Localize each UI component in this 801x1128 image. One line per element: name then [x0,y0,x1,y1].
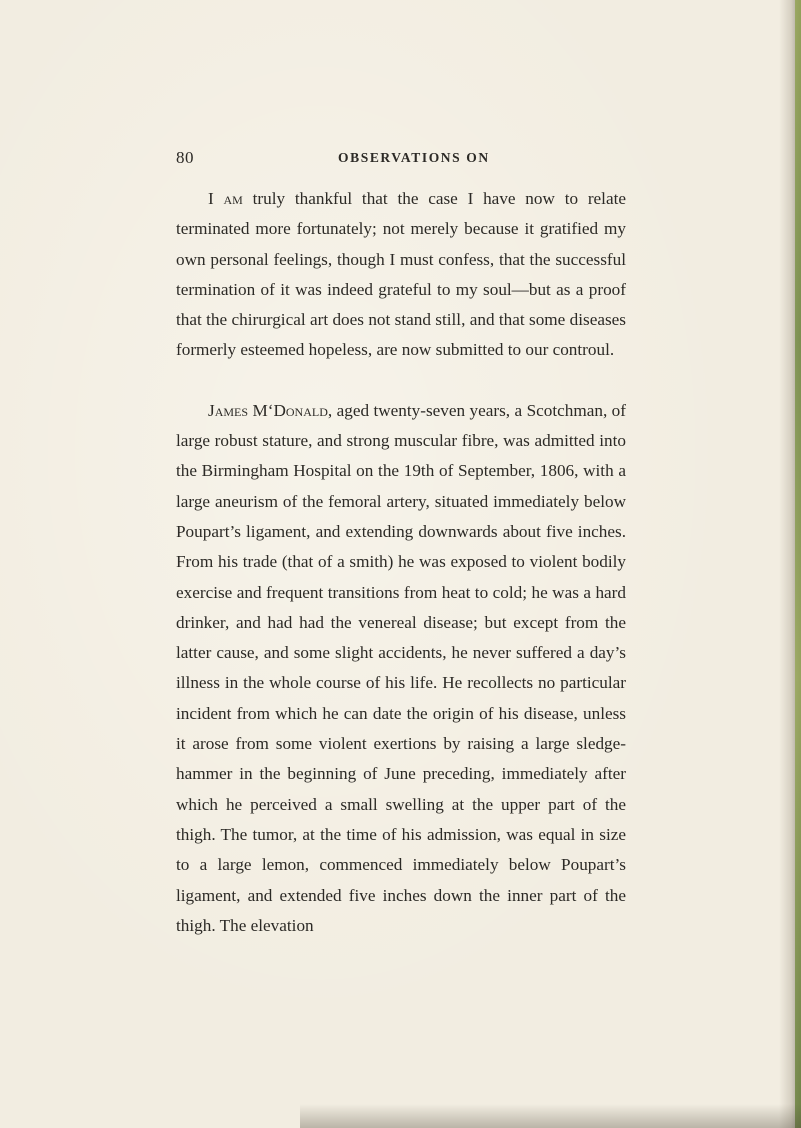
paragraph-1 [176,184,626,366]
paragraph-1-lead: I am [208,189,243,208]
running-head-title: OBSERVATIONS ON [338,150,490,165]
page-bottom-shadow [300,1104,801,1128]
book-cover-edge [795,0,801,1128]
page-number: 80 [176,148,194,167]
running-head [176,148,626,168]
body-text [176,184,626,941]
paragraph-1-text: truly thankful that the case I have now to relate terminated more fortunately; not merely because it gratified my own personal feelings, though I must confess, that the successful termination of it was indeed grateful to my soul—but as a proof that the chirurgical art does not stand still, and that some diseases formerly esteemed hopeless, are now submitted to our controul. [176,189,626,360]
paragraph-2-text: aged twenty-seven years, a Scotchman, of large robust stature, and strong muscular fibre, was admitted into the Birmingham Hospital on the 19th of September, 1806, with a large aneurism of the femoral artery, situated immediately below Poupart’s ligament, and extending downwards about five inches. From his trade (that of a smith) he was exposed to violent bodily exercise and frequent transitions from heat to cold; he was a hard drinker, and had had the venereal disease; but except from the latter cause, and some slight accidents, he never suffered a day’s illness in the whole course of his life. He recollects no particular incident from which he can date the origin of his disease, unless it arose from some violent exertions by raising a large sledge-hammer in the beginning of June preceding, immediately after which he perceived a small swelling at the upper part of the thigh. The tumor, at the time of his admission, was equal in size to a large lemon, commenced immediately below Poupart’s ligament, and extended five inches down the inner part of the thigh. The elevation [176,400,626,935]
paragraph-2 [176,396,626,941]
paragraph-2-lead: James M‘Donald, [208,400,333,420]
